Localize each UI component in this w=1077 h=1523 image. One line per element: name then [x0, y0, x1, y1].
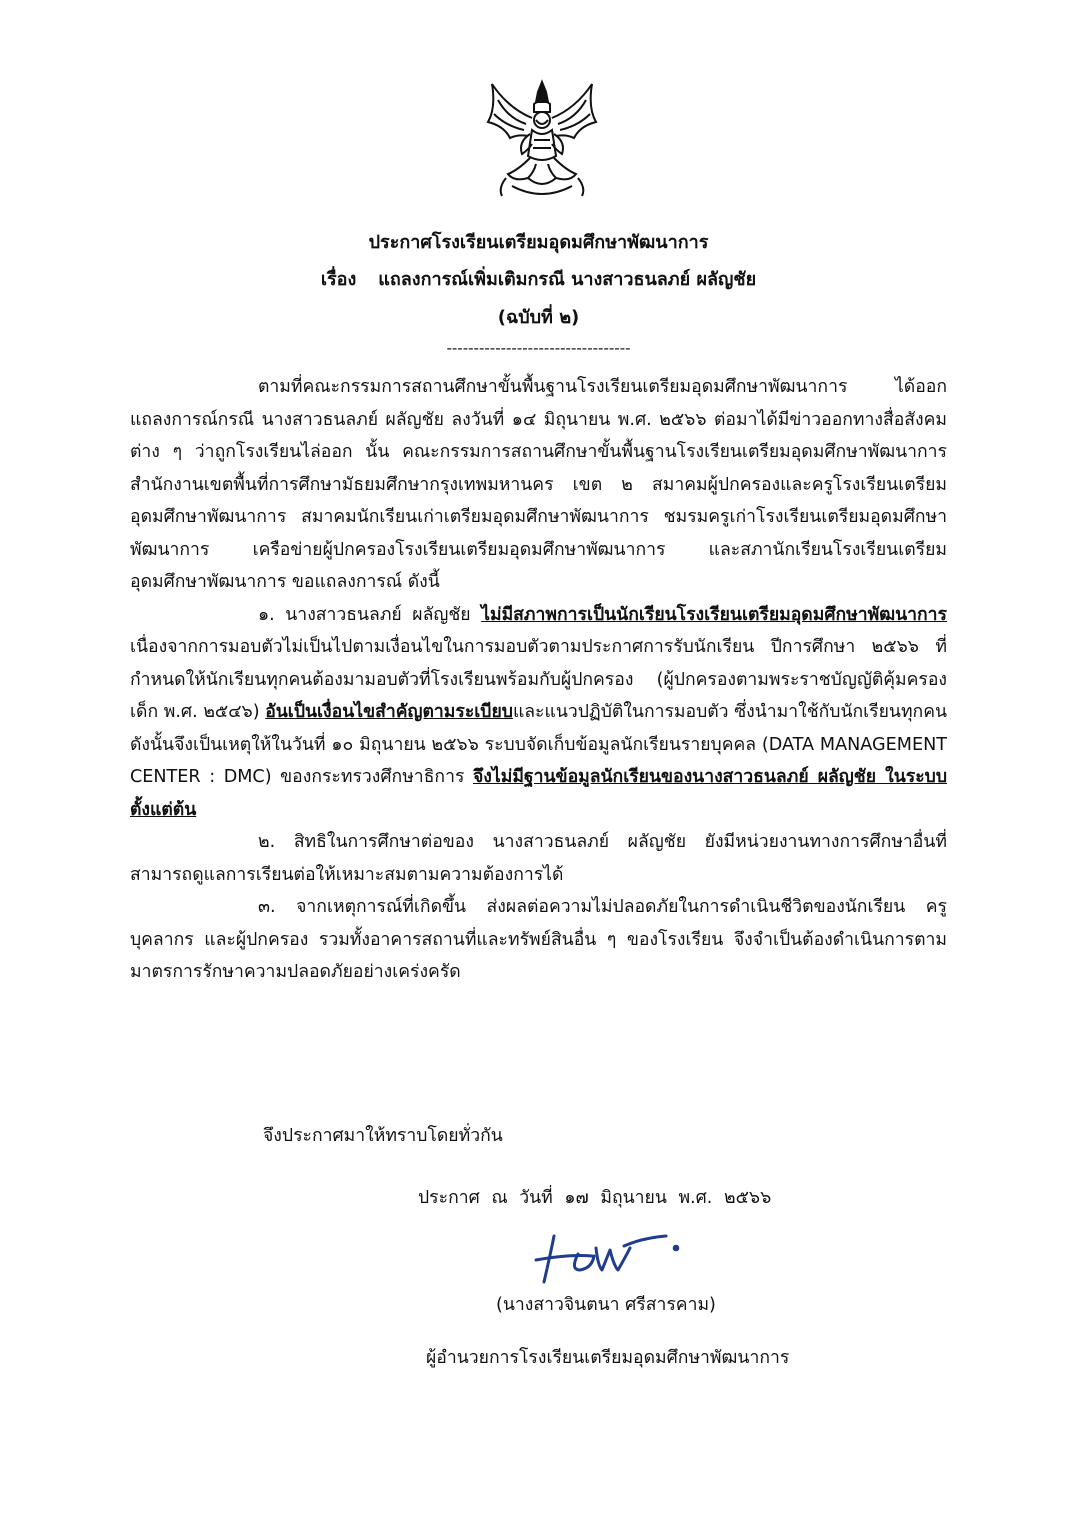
issue-number: (ฉบับที่ ๒): [497, 307, 580, 328]
subject-label: เรื่อง: [320, 269, 357, 290]
subject-text: แถลงการณ์เพิ่มเติมกรณี นางสาวธนลภย์ ผลัญชัย: [378, 269, 757, 290]
item-1-emphasis-database: จึงไม่มีฐานข้อมูลนักเรียนของนางสาวธนลภย์ ผลัญชัย ในระบบตั้งแต่ต้น: [130, 767, 947, 820]
item-2-paragraph: ๒. สิทธิในการศึกษาต่อของ นางสาวธนลภย์ ผลัญชัย ยังมีหน่วยงานทางการศึกษาอื่นที่สามารถดูแลการเรียนต่อให้เหมาะสมตามความต้องการได้: [130, 832, 947, 885]
divider-rule: ----------------------------------: [446, 339, 631, 357]
signer-name: (นางสาวจินตนา ศรีสารคาม): [496, 1295, 716, 1315]
item-1-lead: ๑. นางสาวธนลภย์ ผลัญชัย: [258, 604, 482, 625]
garuda-emblem-icon: [478, 78, 606, 202]
closing-line: จึงประกาศมาให้ทราบโดยทั่วกัน: [263, 1126, 503, 1146]
announcement-body: [130, 371, 947, 989]
item-1-emphasis-status: ไม่มีสภาพการเป็นนักเรียนโรงเรียนเตรียมอุดมศึกษาพัฒนาการ: [481, 604, 947, 625]
signer-position: ผู้อำนวยการโรงเรียนเตรียมอุดมศึกษาพัฒนาการ: [426, 1348, 790, 1368]
handwritten-signature: [530, 1226, 690, 1284]
item-1-detail: และแนวปฏิบัติในการมอบตัว ซึ่งนำมาใช้กับนักเรียนทุกคน ดังนั้นจึงเป็นเหตุให้ในวันที่ ๑๐ มิถุนายน ๒๕๖๖ ระบบจัดเก็บข้อมูลนักเรียนรายบุคคล (DATA MANAGEMENT CENTER : DMC) ของกระทรวงศึกษาธิการ: [130, 702, 947, 787]
issue-date: ประกาศ ณ วันที่ ๑๗ มิถุนายน พ.ศ. ๒๕๖๖: [418, 1188, 772, 1208]
announcement-title: ประกาศโรงเรียนเตรียมอุดมศึกษาพัฒนาการ: [368, 232, 709, 253]
item-1-reason: เนื่องจากการมอบตัวไม่เป็นไปตามเงื่อนไขในการมอบตัวตามประกาศการรับนักเรียน ปีการศึกษา ๒๕๖๖ ที่กำหนดให้นักเรียนทุกคนต้องมามอบตัวที่โรงเรียนพร้อมกับผู้ปกครอง (ผู้ปกครองตามพระราชบัญญัติคุ้มครองเด็ก พ.ศ. ๒๕๔๖): [130, 637, 947, 722]
item-3-paragraph: ๓. จากเหตุการณ์ที่เกิดขึ้น ส่งผลต่อความไม่ปลอดภัยในการดำเนินชีวิตของนักเรียน ครู บุคลากร และผู้ปกครอง รวมทั้งอาคารสถานที่และทรัพย์สินอื่น ๆ ของโรงเรียน จึงจำเป็นต้องดำเนินการตามมาตรการรักษาความปลอดภัยอย่างเคร่งครัด: [130, 897, 947, 982]
intro-paragraph: ตามที่คณะกรรมการสถานศึกษาขั้นพื้นฐานโรงเรียนเตรียมอุดมศึกษาพัฒนาการ ได้ออกแถลงการณ์กรณี นางสาวธนลภย์ ผลัญชัย ลงวันที่ ๑๔ มิถุนายน พ.ศ. ๒๕๖๖ ต่อมาได้มีข่าวออกทางสื่อสังคมต่าง ๆ ว่าถูกโรงเรียนไล่ออก นั้น คณะกรรมการสถานศึกษาขั้นพื้นฐานโรงเรียนเตรียมอุดมศึกษาพัฒนาการ สำนักงานเขตพื้นที่การศึกษามัธยมศึกษากรุงเทพมหานคร เขต ๒ สมาคมผู้ปกครองและครูโรงเรียนเตรียมอุดมศึกษาพัฒนาการ สมาคมนักเรียนเก่าเตรียมอุดมศึกษาพัฒนาการ ชมรมครูเก่าโรงเรียนเตรียมอุดมศึกษาพัฒนาการ เครือข่ายผู้ปกครองโรงเรียนเตรียมอุดมศึกษาพัฒนาการ และสภานักเรียนโรงเรียนเตรียมอุดมศึกษาพัฒนาการ ขอแถลงการณ์ ดังนี้: [130, 377, 947, 592]
item-1-paragraph: [130, 599, 947, 827]
item-1-emphasis-condition: อันเป็นเงื่อนไขสำคัญตามระเบียบ: [265, 702, 513, 722]
subject-line: [0, 264, 1077, 293]
